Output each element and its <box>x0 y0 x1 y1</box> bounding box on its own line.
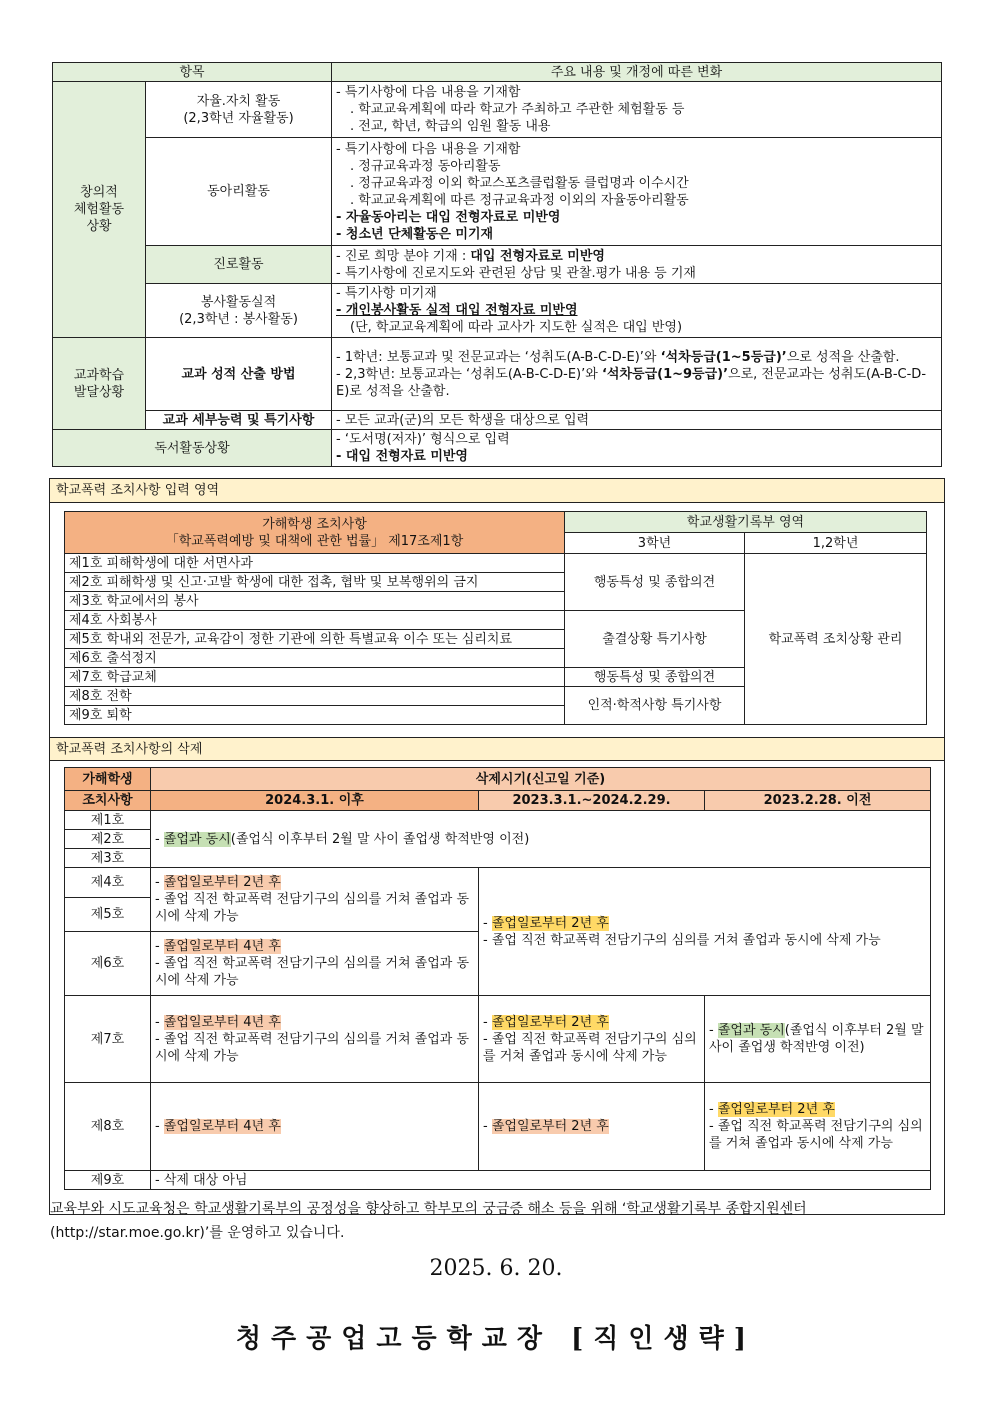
delete-rule-7-mid: - 졸업일로부터 2년 후 - 졸업 직전 학교폭력 전담기구의 심의를 거쳐 졸업과 동시에 삭제 가능 <box>479 996 705 1083</box>
row-reading-label: 독서활동상황 <box>53 430 332 467</box>
measure-label: 제8호 <box>65 1083 151 1171</box>
grade3-behavior-2: 행동특성 및 종합의견 <box>565 668 745 687</box>
category-subject: 교과학습 발달상황 <box>53 338 146 430</box>
header-period-1: 2024.3.1. 이후 <box>151 791 479 811</box>
delete-rule-7-new: - 졸업일로부터 4년 후 - 졸업 직전 학교폭력 전담기구의 심의를 거쳐 졸업과 동시에 삭제 가능 <box>151 996 479 1083</box>
measure-row: 제8호 전학 <box>65 687 565 706</box>
violence-input-table <box>64 511 927 725</box>
footer-notice: 교육부와 시도교육청은 학교생활기록부의 공정성을 향상하고 학부모의 궁금증 해소 등을 위해 ‘학교생활기록부 종합지원센터(http://star.moe.go.kr)’를 운영하고 있습니다. <box>50 1201 807 1241</box>
document-date: 2025. 6. 20. <box>429 1256 563 1281</box>
delete-rule-6-new: - 졸업일로부터 4년 후 - 졸업 직전 학교폭력 전담기구의 심의를 거쳐 졸업과 동시에 삭제 가능 <box>151 932 479 996</box>
measure-label: 제1호 <box>65 811 151 830</box>
grade3-attendance: 출결상황 특기사항 <box>565 611 745 668</box>
row-subject-detail-label: 교과 세부능력 및 특기사항 <box>146 411 332 430</box>
header-grade12: 1,2학년 <box>745 533 927 554</box>
header-measure-1: 가해학생 <box>65 768 151 791</box>
row-reading-content: - ‘도서명(저자)’ 형식으로 입력 - 대입 전형자료 미반영 <box>332 430 942 467</box>
header-record-area: 학교생활기록부 영역 <box>565 512 927 533</box>
header-content: 주요 내용 및 개정에 따른 변화 <box>332 63 942 82</box>
delete-area-title: 학교폭력 조치사항의 삭제 <box>50 737 944 761</box>
measure-row: 제2호 피해학생 및 신고·고발 학생에 대한 접촉, 협박 및 보복행위의 금지 <box>65 573 565 592</box>
signer: 청주공업고등학교장 [직인생략] <box>235 1324 757 1354</box>
measure-row: 제7호 학급교체 <box>65 668 565 687</box>
input-area-title: 학교폭력 조치사항 입력 영역 <box>50 479 944 503</box>
measure-label: 제4호 <box>65 868 151 898</box>
grade3-personal: 인적·학적사항 특기사항 <box>565 687 745 725</box>
row-volunteer-label: 봉사활동실적 (2,3학년 : 봉사활동) <box>146 284 332 338</box>
measure-label: 제5호 <box>65 898 151 932</box>
delete-rule-1-3: - 졸업과 동시(졸업식 이후부터 2월 말 사이 졸업생 학적반영 이전) <box>151 811 931 868</box>
measure-label: 제2호 <box>65 830 151 849</box>
grade3-behavior: 행동특성 및 종합의견 <box>565 554 745 611</box>
header-period: 삭제시기(신고일 기준) <box>151 768 931 791</box>
measure-row: 제9호 퇴학 <box>65 706 565 725</box>
row-club-label: 동아리활동 <box>146 138 332 246</box>
school-violence-section <box>49 478 945 1215</box>
header-grade3: 3학년 <box>565 533 745 554</box>
delete-rule-8-mid: - 졸업일로부터 2년 후 <box>479 1083 705 1171</box>
delete-rule-8-new: - 졸업일로부터 4년 후 <box>151 1083 479 1171</box>
measure-label: 제9호 <box>65 1171 151 1190</box>
row-volunteer-content: - 특기사항 미기재 - 개인봉사활동 실적 대입 전형자료 미반영 (단, 학교교육계획에 따라 교사가 지도한 실적은 대입 반영) <box>332 284 942 338</box>
measure-label: 제3호 <box>65 849 151 868</box>
row-autonomy-content: - 특기사항에 다음 내용을 기재함 . 학교교육계획에 따라 학교가 주최하고 주관한 체험활동 등 . 전교, 학년, 학급의 임원 활동 내용 <box>332 82 942 138</box>
row-grade-method-label: 교과 성적 산출 방법 <box>146 338 332 411</box>
measure-row: 제4호 사회봉사 <box>65 611 565 630</box>
measure-row: 제1호 피해학생에 대한 서면사과 <box>65 554 565 573</box>
delete-rule-8-old: - 졸업일로부터 2년 후 - 졸업 직전 학교폭력 전담기구의 심의를 거쳐 졸업과 동시에 삭제 가능 <box>705 1083 931 1171</box>
violence-delete-table <box>64 767 931 1190</box>
measure-label: 제6호 <box>65 932 151 996</box>
grade12-manage: 학교폭력 조치상황 관리 <box>745 554 927 725</box>
header-item: 항목 <box>53 63 332 82</box>
header-period-2: 2023.3.1.~2024.2.29. <box>479 791 705 811</box>
measure-row: 제5호 학내외 전문가, 교육감이 정한 기관에 의한 특별교육 이수 또는 심리치료 <box>65 630 565 649</box>
delete-rule-4-5-new: - 졸업일로부터 2년 후 - 졸업 직전 학교폭력 전담기구의 심의를 거쳐 졸업과 동시에 삭제 가능 <box>151 868 479 932</box>
delete-rule-7-old: - 졸업과 동시(졸업식 이후부터 2월 말 사이 졸업생 학적반영 이전) <box>705 996 931 1083</box>
header-period-3: 2023.2.28. 이전 <box>705 791 931 811</box>
header-measure-2: 조치사항 <box>65 791 151 811</box>
measure-row: 제3호 학교에서의 봉사 <box>65 592 565 611</box>
category-creative: 창의적 체험활동 상황 <box>53 82 146 338</box>
measure-row: 제6호 출석정지 <box>65 649 565 668</box>
row-career-label: 진로활동 <box>146 246 332 284</box>
row-subject-detail-content: - 모든 교과(군)의 모든 학생을 대상으로 입력 <box>332 411 942 430</box>
delete-rule-4-6-old: - 졸업일로부터 2년 후 - 졸업 직전 학교폭력 전담기구의 심의를 거쳐 졸업과 동시에 삭제 가능 <box>479 868 931 996</box>
row-grade-method-content: - 1학년: 보통교과 및 전문교과는 ‘성취도(A-B-C-D-E)’와 ‘석차등급(1~5등급)’으로 성적을 산출함. - 2,3학년: 보통교과는 ‘성취도(A-B-C-D-E)’와 ‘석차등급(1~9등급)’으로, 전문교과는 성취도(A-B-C-D-E)로 성적을 산출함. <box>332 338 942 411</box>
header-measure: 가해학생 조치사항 「학교폭력예방 및 대책에 관한 법률」 제17조제1항 <box>65 512 565 554</box>
row-autonomy-label: 자율.자치 활동 (2,3학년 자율활동) <box>146 82 332 138</box>
delete-rule-9: - 삭제 대상 아님 <box>151 1171 931 1190</box>
row-club-content: - 특기사항에 다음 내용을 기재함 . 정규교육과정 동아리활동 . 정규교육과정 이외 학교스포츠클럽활동 클럽명과 이수시간 . 학교교육계획에 따른 정규교육과정 이외의 자율동아리활동 - 자율동아리는 대입 전형자료로 미반영 - 청소년 단체활동은 미기재 <box>332 138 942 246</box>
record-changes-table <box>52 62 942 467</box>
measure-label: 제7호 <box>65 996 151 1083</box>
row-career-content: - 진로 희망 분야 기재 : 대입 전형자료로 미반영 - 특기사항에 진로지도와 관련된 상담 및 관찰.평가 내용 등 기재 <box>332 246 942 284</box>
